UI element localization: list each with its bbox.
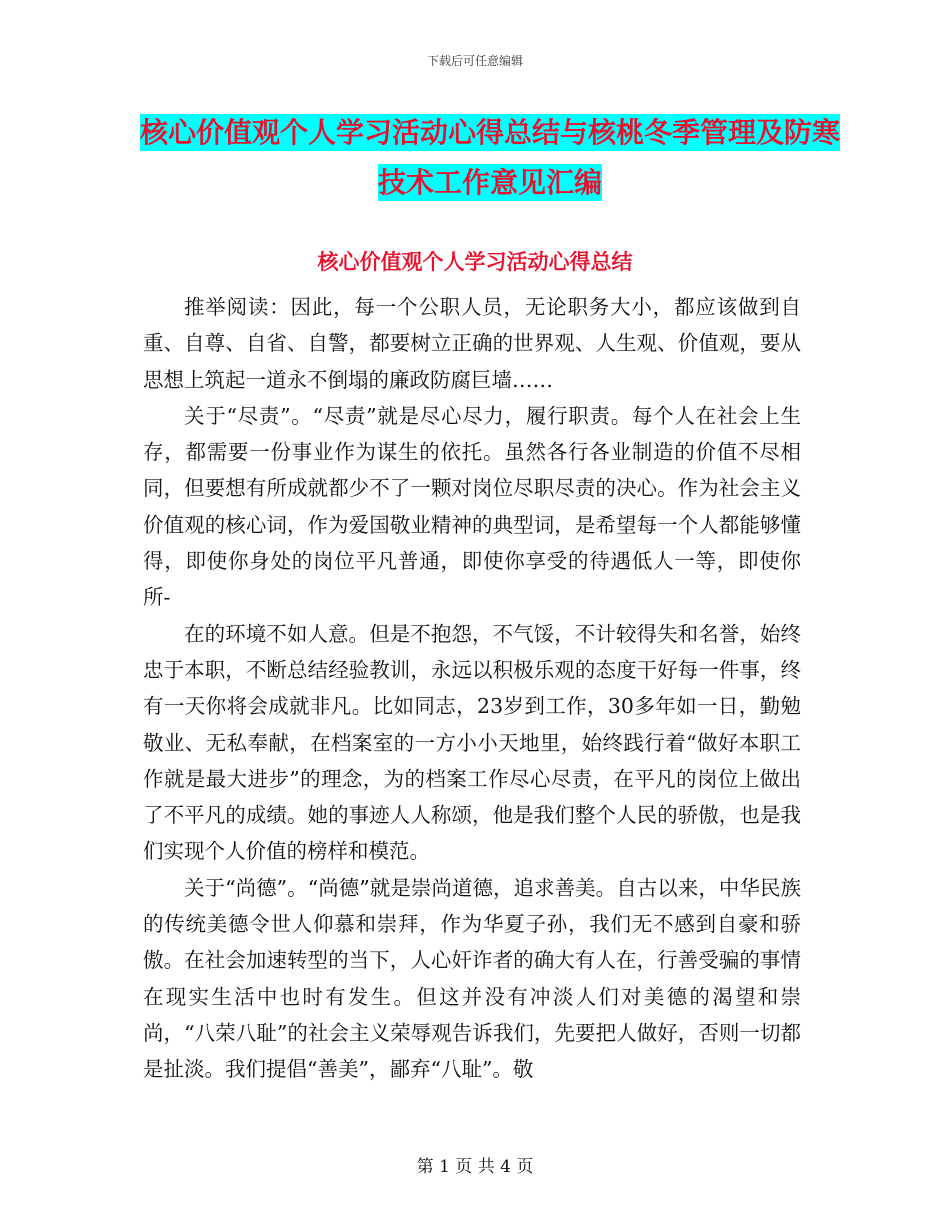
document-title-text: 核心价值观个人学习活动心得总结与核桃冬季管理及防寒技术工作意见汇编 <box>140 116 841 199</box>
body-paragraph-2: 关于“尽责”。“尽责”就是尽心尽力，履行职责。每个人在社会上生存，都需要一份事业作为谋生的依托。虽然各行各业制造的价值不尽相同，但要想有所成就都少不了一颗对岗位尽职尽责的决心。作为社会主义价值观的核心词，作为爱国敬业精神的典型词，是希望每一个人都能够懂得，即使你身处的岗位平凡普通，即使你享受的待遇低人一等，即使你所- <box>143 403 801 610</box>
section-title: 核心价值观个人学习活动心得总结 <box>317 249 633 274</box>
page-number-footer: 第 1 页 共 4 页 <box>416 1157 534 1177</box>
document-title <box>140 108 840 208</box>
document-body <box>143 289 801 1088</box>
page-header-note: 下载后可任意编辑 <box>426 54 523 68</box>
body-paragraph-1: 推举阅读：因此，每一个公职人员，无论职务大小，都应该做到自重、自尊、自省、自警，都要树立正确的世界观、人生观、价值观，要从思想上筑起一道永不倒塌的廉政防腐巨墙…… <box>143 295 801 392</box>
body-paragraph-4: 关于“尚德”。“尚德”就是崇尚道德，追求善美。自古以来，中华民族的传统美德令世人仰慕和崇拜，作为华夏子孙，我们无不感到自豪和骄傲。在社会加速转型的当下，人心奸诈者的确大有人在，行善受骗的事情在现实生活中也时有发生。但这并没有冲淡人们对美德的渴望和崇尚，“八荣八耻”的社会主义荣辱观告诉我们，先要把人做好，否则一切都是扯淡。我们提倡“善美”，鄙弃“八耻”。敬 <box>143 875 801 1082</box>
body-paragraph-3: 在的环境不如人意。但是不抱怨，不气馁，不计较得失和名誉，始终忠于本职，不断总结经验教训，永远以积极乐观的态度干好每一件事，终有一天你将会成就非凡。比如同志，23岁到工作，30多年如一日，勤勉敬业、无私奉献，在档案室的一方小小天地里，始终践行着“做好本职工作就是最大进步”的理念，为的档案工作尽心尽责，在平凡的岗位上做出了不平凡的成绩。她的事迹人人称颂，他是我们整个人民的骄傲，也是我们实现个人价值的榜样和模范。 <box>143 621 801 864</box>
